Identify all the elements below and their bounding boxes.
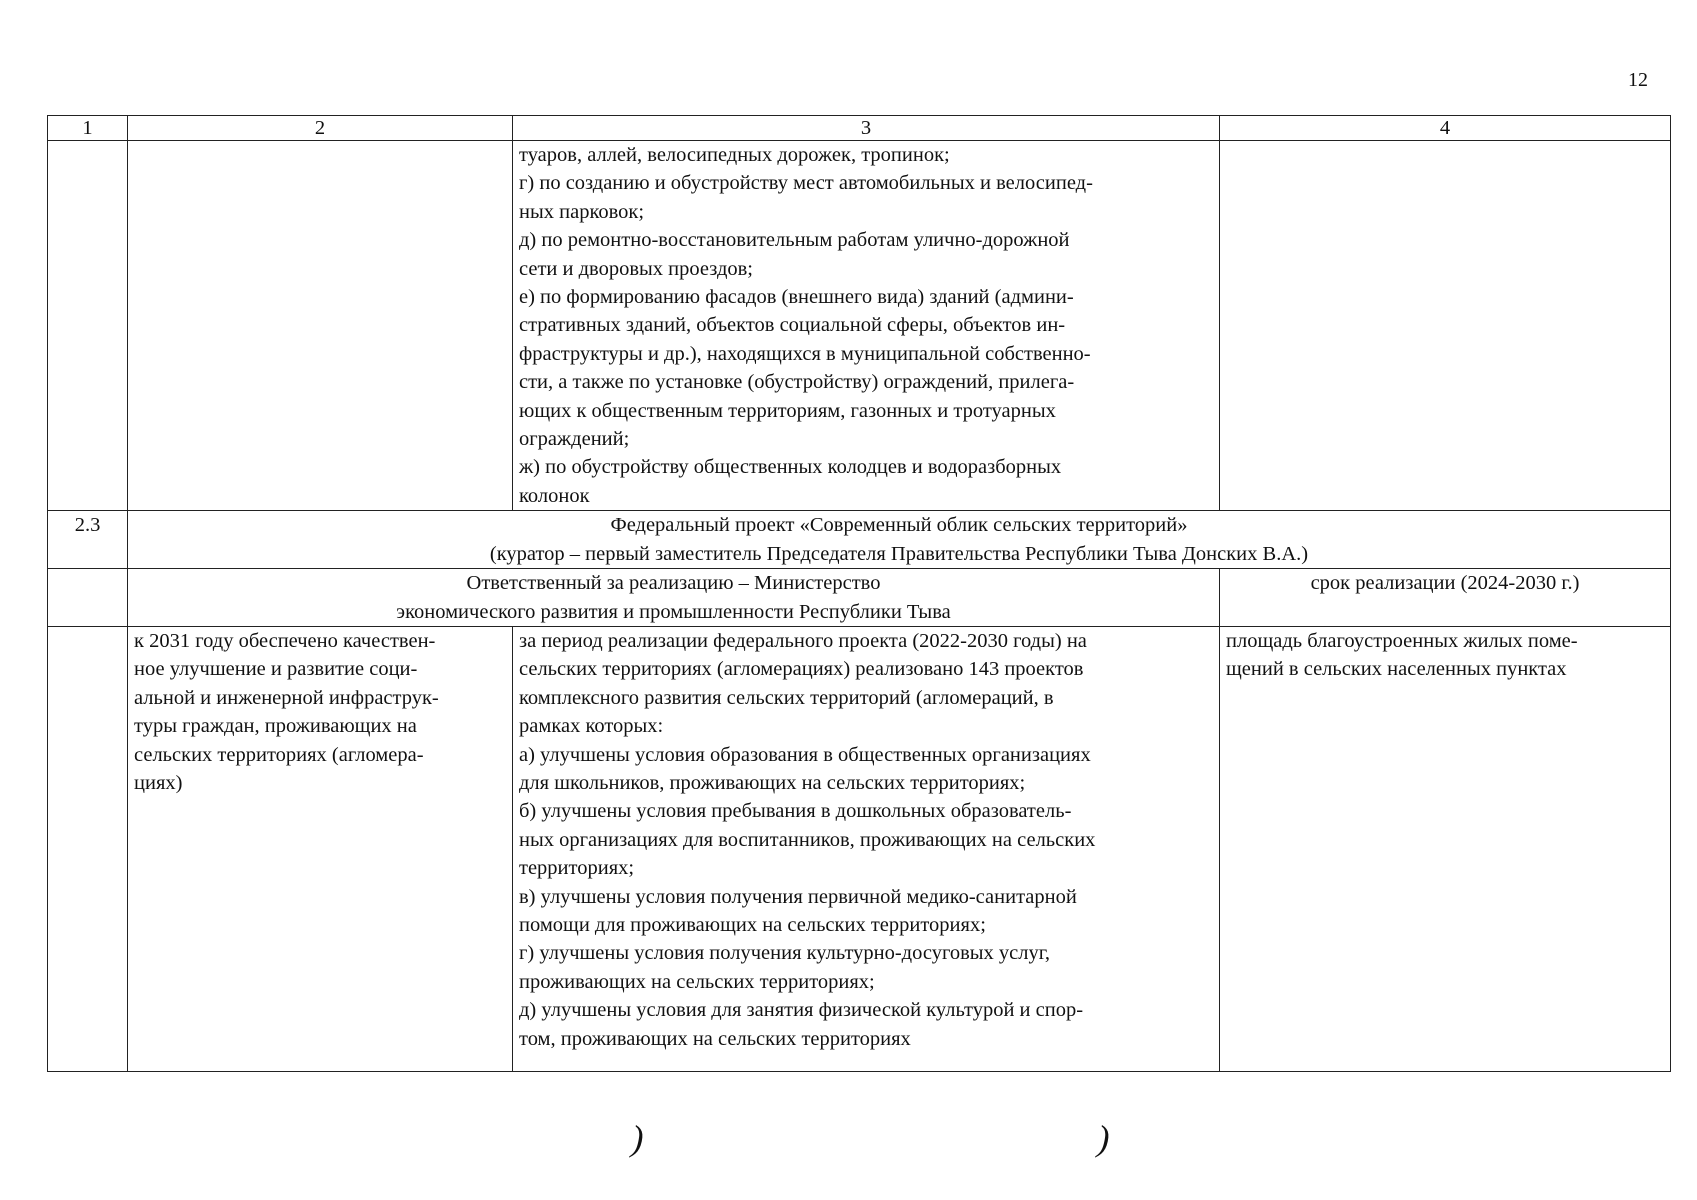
continuation-row xyxy=(48,141,1671,511)
text-line: в) улучшены условия получения первичной медико-санитарной xyxy=(519,885,1077,908)
text-line: для школьников, проживающих на сельских территориях; xyxy=(519,771,1026,794)
text-line: фраструктуры и др.), находящихся в муниципальной собственно- xyxy=(519,342,1091,365)
footer-mark: ) xyxy=(1093,1118,1115,1158)
text-line: а) улучшены условия образования в общественных организациях xyxy=(519,743,1091,766)
text-line: сети и дворовых проездов; xyxy=(519,257,753,280)
text-line: альной и инженерной инфраструк- xyxy=(134,686,439,709)
text-line: площадь благоустроенных жилых поме- xyxy=(1226,629,1578,652)
text-line: комплексного развития сельских территорий (агломераций, в xyxy=(519,686,1054,709)
text-line: за период реализации федерального проекта (2022-2030 годы) на xyxy=(519,629,1087,652)
text-line: ных парковок; xyxy=(519,200,645,223)
continuation-text xyxy=(513,141,1220,511)
table-header-row xyxy=(48,116,1671,141)
result-goal xyxy=(128,626,513,1071)
text-line: том, проживающих на сельских территориях xyxy=(519,1027,911,1050)
text-line: туаров, аллей, велосипедных дорожек, тропинок; xyxy=(519,144,950,166)
text-line: ных организациях для воспитанников, проживающих на сельских xyxy=(519,828,1096,851)
implementation-term: срок реализации (2024-2030 г.) xyxy=(1220,569,1671,627)
footer-mark: ) xyxy=(627,1118,649,1158)
text-line: туры граждан, проживающих на xyxy=(134,715,417,738)
page-number: 12 xyxy=(1628,69,1648,91)
text-line: территориях; xyxy=(519,857,635,880)
text-line: помощи для проживающих на сельских территориях; xyxy=(519,913,986,936)
header-col-4: 4 xyxy=(1220,116,1671,141)
text-line: ющих к общественным территориям, газонных и тротуарных xyxy=(519,399,1056,422)
responsible-line-2: экономического развития и промышленности Республики Тыва xyxy=(396,600,951,623)
text-line: е) по формированию фасадов (внешнего вида) зданий (админи- xyxy=(519,286,1074,309)
text-line: г) по созданию и обустройству мест автомобильных и велосипед- xyxy=(519,172,1093,195)
text-line: колонок xyxy=(519,484,590,507)
responsible-party xyxy=(128,569,1220,627)
section-heading xyxy=(128,511,1671,569)
text-line: д) улучшены условия для занятия физической культурой и спор- xyxy=(519,999,1084,1022)
section-title: Федеральный проект «Современный облик сельских территорий» xyxy=(610,514,1188,537)
text-line: г) улучшены условия получения культурно-досуговых услуг, xyxy=(519,942,1050,965)
text-line: сти, а также по установке (обустройству) ограждений, прилега- xyxy=(519,371,1075,394)
text-line: ное улучшение и развитие соци- xyxy=(134,658,418,681)
text-line: ограждений; xyxy=(519,428,630,451)
header-col-2: 2 xyxy=(128,116,513,141)
responsible-row xyxy=(48,569,1671,627)
result-row xyxy=(48,626,1671,1071)
text-line: сельских территориях (агломера- xyxy=(134,743,424,766)
section-row xyxy=(48,511,1671,569)
result-description xyxy=(513,626,1220,1071)
text-line: циях) xyxy=(134,771,183,794)
text-line: ж) по обустройству общественных колодцев и водоразборных xyxy=(519,456,1062,479)
text-line: проживающих на сельских территориях; xyxy=(519,970,875,993)
text-line: к 2031 году обеспечено качествен- xyxy=(134,629,436,652)
text-line: рамках которых: xyxy=(519,715,664,738)
plan-table xyxy=(47,115,1671,1072)
section-number: 2.3 xyxy=(48,511,128,569)
responsible-line-1: Ответственный за реализацию – Министерство xyxy=(466,572,881,595)
header-col-3: 3 xyxy=(513,116,1220,141)
header-col-1: 1 xyxy=(48,116,128,141)
result-indicator xyxy=(1220,626,1671,1071)
section-curator: (куратор – первый заместитель Председателя Правительства Республики Тыва Донских В.А.) xyxy=(489,542,1309,565)
text-line: сельских территориях (агломерациях) реализовано 143 проектов xyxy=(519,658,1084,681)
text-line: щений в сельских населенных пунктах xyxy=(1226,658,1567,681)
text-line: б) улучшены условия пребывания в дошкольных образователь- xyxy=(519,800,1072,823)
text-line: стративных зданий, объектов социальной сферы, объектов ин- xyxy=(519,314,1066,337)
text-line: д) по ремонтно-восстановительным работам улично-дорожной xyxy=(519,229,1070,252)
